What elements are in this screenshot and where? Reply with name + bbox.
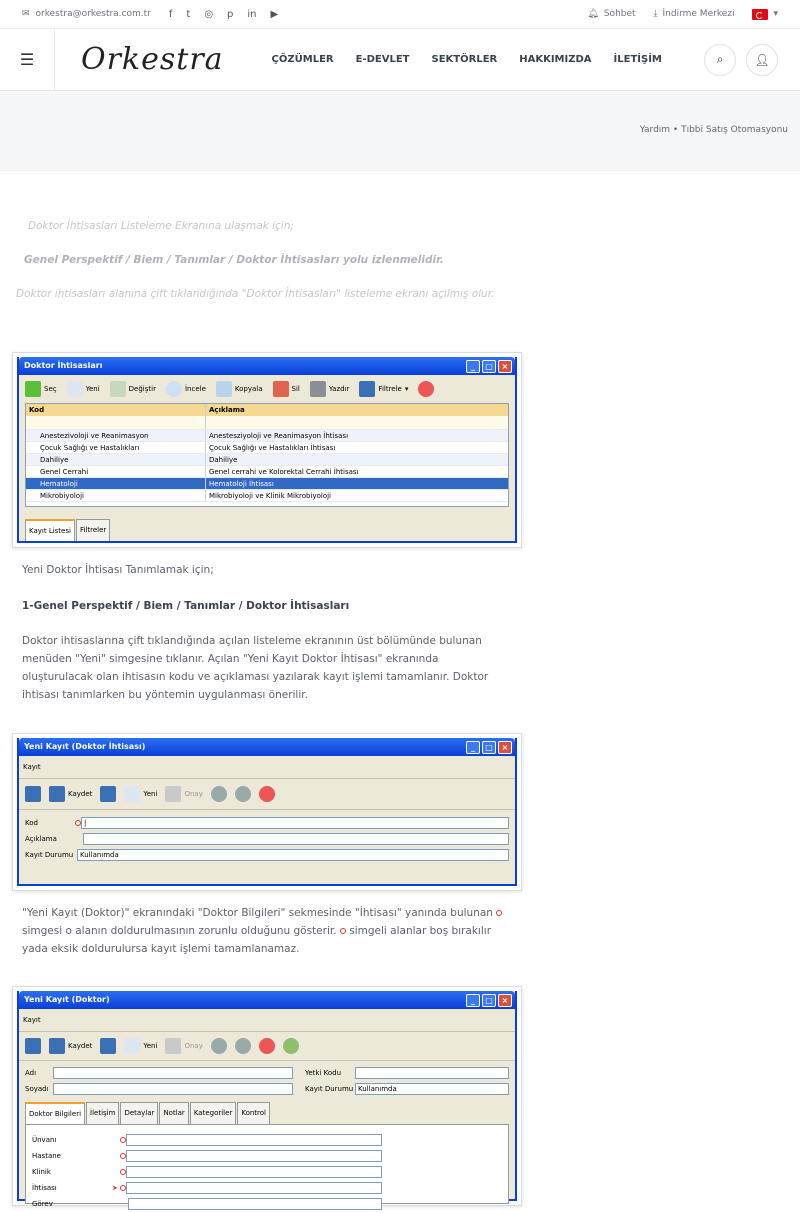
paragraph: Doktor ihtisasları alanına çift tıklandığında "Doktor İhtisasları" listeleme ekranı açılmış olur. [16, 288, 495, 300]
linkedin-icon[interactable]: in [247, 8, 257, 20]
adi-field [53, 1067, 293, 1079]
kayit-durumu-select: Kullanımda [355, 1083, 509, 1095]
minimize-icon: _ [466, 994, 480, 1007]
download-center-link[interactable]: ⤓ İndirme Merkezi [653, 9, 735, 19]
table-row: Anestezivoloji ve Reanimasyon Anestesziyoloji ve Reanimasyon İhtisası [26, 430, 508, 442]
top-bar [0, 0, 800, 29]
records-table [25, 403, 509, 507]
save-close-icon [49, 1038, 65, 1054]
printer-icon [310, 381, 326, 397]
filter-icon [359, 381, 375, 397]
site-logo[interactable]: Orkestra [81, 42, 224, 77]
paragraph-required-note: "Yeni Kayıt (Doktor)" ekranındaki "Doktor Bilgileri" sekmesinde "İhtisası" yanında bulunan simgesi o alanın doldurulmasının zorunlu olduğunu gösterir. simgeli alanlar boş bırakılır yada eksik doldurulursa kayıt işlemi tamamlanamaz. [22, 904, 514, 958]
maximize-icon: □ [482, 741, 496, 754]
save-icon [25, 786, 41, 802]
language-selector[interactable] [752, 9, 778, 20]
close-icon: × [498, 360, 512, 373]
table-row: Mikrobiyoloji Mikrobiyoloji ve Klinik Mikrobiyoloji [26, 490, 508, 502]
arrow-right-icon: ➤ [112, 1184, 118, 1192]
new-doc-icon [124, 786, 140, 802]
table-row: Genel Cerrahi Genel cerrahi ve Kolorektal Cerrahi İhtisası [26, 466, 508, 478]
search-icon[interactable]: ⌕ [704, 44, 736, 76]
download-icon: ⤓ [653, 9, 658, 19]
paragraph: Doktor ihtisaslarına çift tıklandığında açılan listeleme ekranının üst bölümünde bulunan menüden "Yeni" simgesine tıklanır. Açılan "Yeni Kayıt Doktor İhtisası" ekranında oluşturulacak olan ihtisasın kodu ve açıklaması yazılarak kayıt işlemi tamamlanır. Doktor ihtisası tanımlarken bu yöntemin uygulanması önerilir. [22, 635, 489, 701]
youtube-icon[interactable]: ▶ [270, 8, 279, 20]
breadcrumb: Yardım • Tıbbi Satış Otomasyonu [639, 125, 788, 135]
article-content [0, 171, 800, 1208]
mail-icon: ✉ [22, 9, 30, 19]
kayit-durumu-select: Kullanımda [77, 849, 509, 861]
main-nav [272, 54, 662, 65]
edit-icon [110, 381, 126, 397]
paragraph: Doktor İhtisasları Listeleme Ekranına ulaşmak için; [28, 220, 294, 232]
check-red-icon [259, 1038, 275, 1054]
arrow-down-icon [235, 786, 251, 802]
paragraph-heading: 1-Genel Perspektif / Biem / Tanımlar / Doktor İhtisasları [22, 600, 350, 612]
maximize-icon: □ [482, 994, 496, 1007]
table-row: Dahiliye Dahiliye [26, 454, 508, 466]
nav-e-devlet[interactable]: E-DEVLET [355, 54, 410, 65]
nav-sektorler[interactable]: SEKTÖRLER [431, 54, 498, 65]
column-header-aciklama: Açıklama [209, 406, 245, 414]
nav-iletisim[interactable]: İLETİŞİM [613, 54, 662, 65]
screenshot-yeni-kayit-ihtisas: Yeni Kayıt (Doktor İhtisası) _ □ × Kayıt Kaydet Yeni Onay Kod | Açıklama Kayıt Durumu Kullanımda [12, 733, 522, 891]
approve-disabled-icon [165, 786, 181, 802]
new-doc-icon [67, 381, 83, 397]
new-doc-icon [124, 1038, 140, 1054]
save-close-icon [49, 786, 65, 802]
paragraph-path: Genel Perspektif / Biem / Tanımlar / Doktor İhtisasları yolu izlenmelidir. [24, 254, 444, 266]
site-header [0, 29, 800, 91]
save-icon [25, 1038, 41, 1054]
screenshot-yeni-kayit-doktor: Yeni Kayıt (Doktor) _ □ × Kayıt Kaydet Yeni Onay Adı Soyadı Yetki Kodu Kayıt Durumu Kullanımda Doktor Bilgileri İletişim Detaylar Notlar Kategoriler Kontrol Ünvanı Hastane Klinik İhtisası ➤ Görev [12, 986, 522, 1206]
required-icon [340, 928, 346, 934]
bell-icon: 🔔︎ [587, 9, 599, 19]
toolbar: Seç Yeni Değiştir İncele Kopyala Sil Yazdır Filtrele ▾ [19, 375, 515, 403]
save-new-icon [100, 1038, 116, 1054]
aciklama-field [83, 833, 509, 845]
check-icon [25, 381, 41, 397]
pinterest-icon[interactable]: p [227, 8, 234, 20]
minimize-icon: _ [466, 360, 480, 373]
check-red-icon [259, 786, 275, 802]
save-new-icon [100, 786, 116, 802]
user-icon[interactable]: 👤︎ [746, 44, 778, 76]
magnifier-icon [283, 1038, 299, 1054]
column-header-kod: Kod [26, 404, 206, 416]
facebook-icon[interactable]: f [168, 8, 173, 20]
paragraph: Yeni Doktor İhtisası Tanımlamak için; [22, 564, 214, 576]
table-row: Çocuk Sağlığı ve Hastalıkları Çocuk Sağlığı ve Hastalıkları İhtisası [26, 442, 508, 454]
nav-hakkimizda[interactable]: HAKKIMIZDA [519, 54, 592, 65]
instagram-icon[interactable]: ◎ [204, 8, 214, 20]
screenshot-doktor-ihtisaslari: Doktor İhtisasları _ □ × Seç Yeni Değiştir İncele Kopyala Sil Yazdır Filtrele ▾ Kod Açıklama Anestezivoloji ve Reanimasyon Anestesziyoloji ve Reanimasyon İhtisası Çocuk Sağlığı ve Hastalıkları Çocuk Sağlığı ve Hastalıkları İhtisası Dahiliye Dahiliye Genel Cerrahi Genel cerrahi ve Kolorektal Cerrahi İhtisası Hematoloji Hematoloji İhtisası Mikrobiyoloji Mikrobiyoloji ve Klinik Mikrobiyoloji Kayıt Listesi Filtreler [12, 352, 522, 548]
breadcrumb-area [0, 91, 800, 171]
chat-link[interactable]: 🔔︎ Sohbet [587, 9, 636, 19]
kod-field: | [81, 817, 509, 829]
soyadi-field [53, 1083, 293, 1095]
close-icon: × [498, 994, 512, 1007]
magnifier-icon [166, 381, 182, 397]
email-link[interactable]: ✉ orkestra@orkestra.com.tr [22, 9, 151, 19]
yetki-kodu-field [355, 1067, 509, 1079]
nav-cozumler[interactable]: ÇÖZÜMLER [271, 54, 334, 65]
arrow-up-icon [211, 786, 227, 802]
window-title: Doktor İhtisasları _ □ × [19, 357, 515, 375]
caret-down-icon: ▾ [773, 9, 778, 19]
maximize-icon: □ [482, 360, 496, 373]
approve-disabled-icon [165, 1038, 181, 1054]
social-links [169, 9, 278, 20]
delete-icon [273, 381, 289, 397]
twitter-icon[interactable]: t [186, 8, 191, 20]
minimize-icon: _ [466, 741, 480, 754]
turkish-flag-icon [752, 9, 768, 20]
arrow-up-icon [211, 1038, 227, 1054]
menu-icon[interactable]: ☰ [0, 29, 55, 91]
copy-icon [216, 381, 232, 397]
table-row-selected: Hematoloji Hematoloji İhtisası [26, 478, 508, 490]
close-icon: × [498, 741, 512, 754]
approve-icon [418, 381, 434, 397]
required-icon [496, 910, 502, 916]
arrow-down-icon [235, 1038, 251, 1054]
